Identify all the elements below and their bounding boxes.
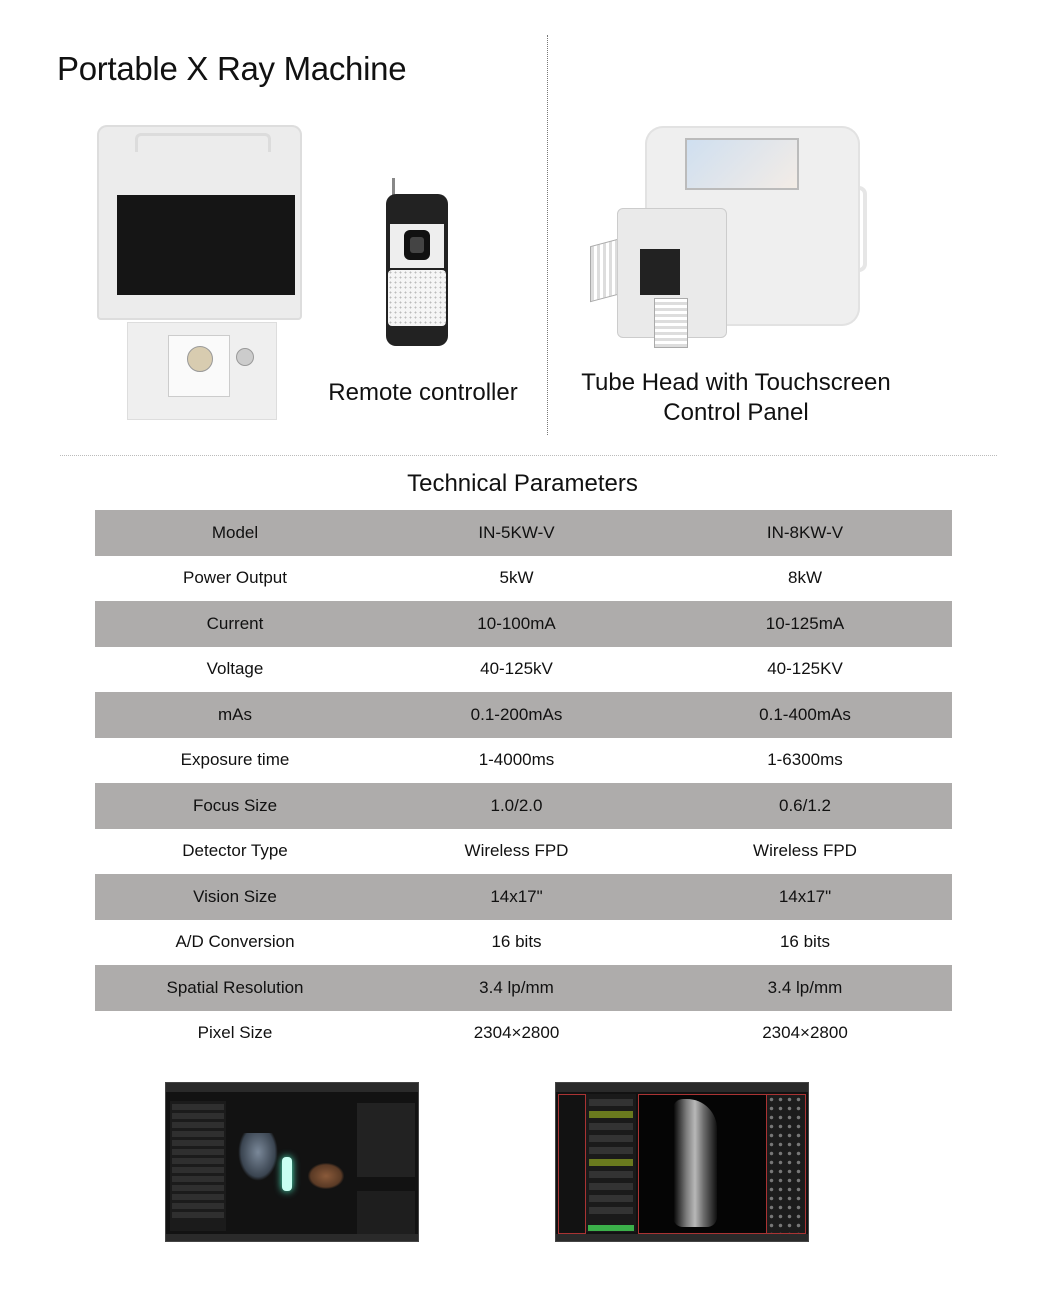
cell: Wireless FPD	[658, 829, 952, 875]
cell: 2304×2800	[375, 1011, 658, 1057]
dog-illustration	[238, 1133, 278, 1181]
table-row	[95, 965, 952, 1011]
cell: 1-4000ms	[375, 738, 658, 784]
cell: 2304×2800	[658, 1011, 952, 1057]
cell: Wireless FPD	[375, 829, 658, 875]
cell: Vision Size	[95, 874, 375, 920]
caption-line-1: Tube Head with Touchscreen	[581, 369, 891, 396]
cell: 3.4 lp/mm	[658, 965, 952, 1011]
horizontal-divider	[60, 455, 997, 456]
cell: 5kW	[375, 556, 658, 602]
specs-title: Technical Parameters	[407, 470, 638, 497]
cell: Power Output	[95, 556, 375, 602]
table-row	[95, 601, 952, 647]
table-row	[95, 556, 952, 602]
cell: 14x17"	[658, 874, 952, 920]
cell: 3.4 lp/mm	[375, 965, 658, 1011]
cell: 40-125KV	[658, 647, 952, 693]
cell: A/D Conversion	[95, 920, 375, 966]
cell: 1.0/2.0	[375, 783, 658, 829]
cell: 1-6300ms	[658, 738, 952, 784]
software-acquisition-screenshot	[555, 1082, 809, 1242]
table-row	[95, 783, 952, 829]
vertical-divider	[547, 35, 548, 435]
cell: 14x17"	[375, 874, 658, 920]
cell: 0.6/1.2	[658, 783, 952, 829]
cell: Model	[95, 510, 375, 556]
table-row	[95, 829, 952, 875]
page-title: Portable X Ray Machine	[57, 50, 407, 87]
cell: Focus Size	[95, 783, 375, 829]
cell: 16 bits	[375, 920, 658, 966]
table-row	[95, 647, 952, 693]
cell: 8kW	[658, 556, 952, 602]
tube-head-caption	[566, 368, 906, 428]
cell: mAs	[95, 692, 375, 738]
spec-table	[95, 510, 952, 1056]
cell: Detector Type	[95, 829, 375, 875]
table-row	[95, 738, 952, 784]
cell: Spatial Resolution	[95, 965, 375, 1011]
xray-image	[673, 1099, 717, 1227]
cell: 0.1-200mAs	[375, 692, 658, 738]
cat-illustration	[308, 1163, 344, 1189]
software-register-screenshot	[165, 1082, 419, 1242]
cell: 16 bits	[658, 920, 952, 966]
table-row	[95, 510, 952, 556]
cell: Pixel Size	[95, 1011, 375, 1057]
cell: Current	[95, 601, 375, 647]
cell: 0.1-400mAs	[658, 692, 952, 738]
cell: Exposure time	[95, 738, 375, 784]
cell: 10-125mA	[658, 601, 952, 647]
remote-caption: Remote controller	[328, 379, 518, 406]
cell: IN-5KW-V	[375, 510, 658, 556]
cell: 10-100mA	[375, 601, 658, 647]
cell: Voltage	[95, 647, 375, 693]
table-row	[95, 1011, 952, 1057]
table-row	[95, 874, 952, 920]
caption-line-2: Control Panel	[663, 399, 809, 426]
table-row	[95, 920, 952, 966]
table-row	[95, 692, 952, 738]
cell: IN-8KW-V	[658, 510, 952, 556]
cell: 40-125kV	[375, 647, 658, 693]
